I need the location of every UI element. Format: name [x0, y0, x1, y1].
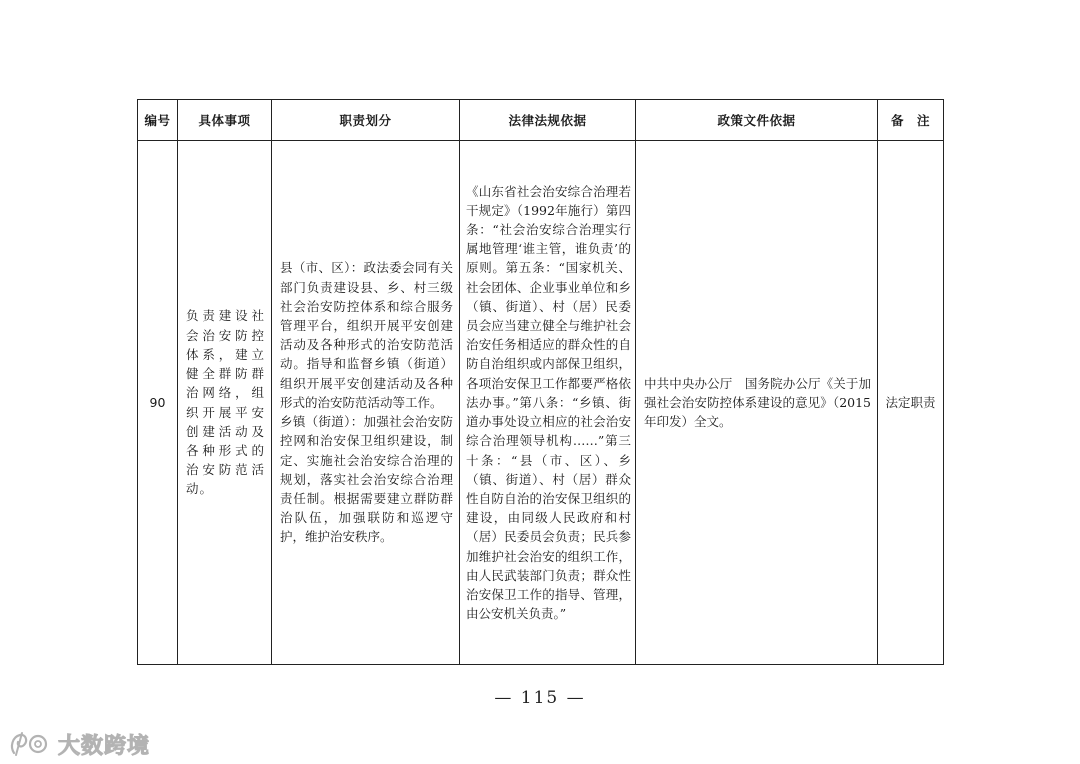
row-policy: 中共中央办公厅 国务院办公厅《关于加强社会治安防控体系建设的意见》（2015年印发）全文。	[636, 141, 878, 665]
page-number: — 115 —	[494, 688, 586, 708]
header-item: 具体事项	[178, 100, 272, 141]
header-law: 法律法规依据	[460, 100, 636, 141]
row-law: 《山东省社会治安综合治理若干规定》（1992年施行）第四条：“社会治安综合治理实行属地管理‘谁主管，谁负责’的原则。第五条：“国家机关、社会团体、企业事业单位和乡（镇、街道）、村（居）民委员会应当建立健全与维护社会治安任务相适应的群众性的自防自治组织或内部保卫组织，各项治安保卫工作都要严格依法办事。”第八条：“乡镇、街道办事处设立相应的社会治安综合治理领导机构……”第三十条：“县（市、区）、乡（镇、街道）、村（居）群众性自防自治的治安保卫组织的建设，由同级人民政府和村（居）民委员会负责；民兵参加维护社会治安的组织工作，由人民武装部门负责；群众性治安保卫工作的指导、管理，由公安机关负责。”	[460, 141, 636, 665]
header-number: 编号	[138, 100, 178, 141]
header-note: 备 注	[878, 100, 944, 141]
duty-county: 县（市、区）：政法委会同有关部门负责建设县、乡、村三级社会治安防控体系和综合服务管理平台，组织开展平安创建活动及各种形式的治安防范活动。指导和监督乡镇（街道）组织开展平安创建活动及各种形式的治安防范活动等工作。	[280, 260, 453, 410]
watermark-text: 大数跨境	[58, 733, 151, 759]
row-number: 90	[138, 141, 178, 665]
table-header-row	[138, 100, 944, 141]
watermark	[8, 726, 150, 762]
row-duty	[272, 141, 460, 665]
table-row	[138, 141, 944, 665]
duty-township: 乡镇（街道）：加强社会治安防控网和治安保卫组织建设，制定、实施社会治安综合治理的规划，落实社会治安综合治理责任制。根据需要建立群防群治队伍，加强联防和巡逻守护，维护治安秩序。	[280, 414, 453, 545]
row-note: 法定职责	[878, 141, 944, 665]
header-policy: 政策文件依据	[636, 100, 878, 141]
responsibility-table	[137, 99, 944, 665]
brand-logo-icon	[8, 729, 52, 759]
header-duty: 职责划分	[272, 100, 460, 141]
row-item: 负责建设社会治安防控体系，建立健全群防群治网络，组织开展平安创建活动及各种形式的治安防范活动。	[178, 141, 272, 665]
